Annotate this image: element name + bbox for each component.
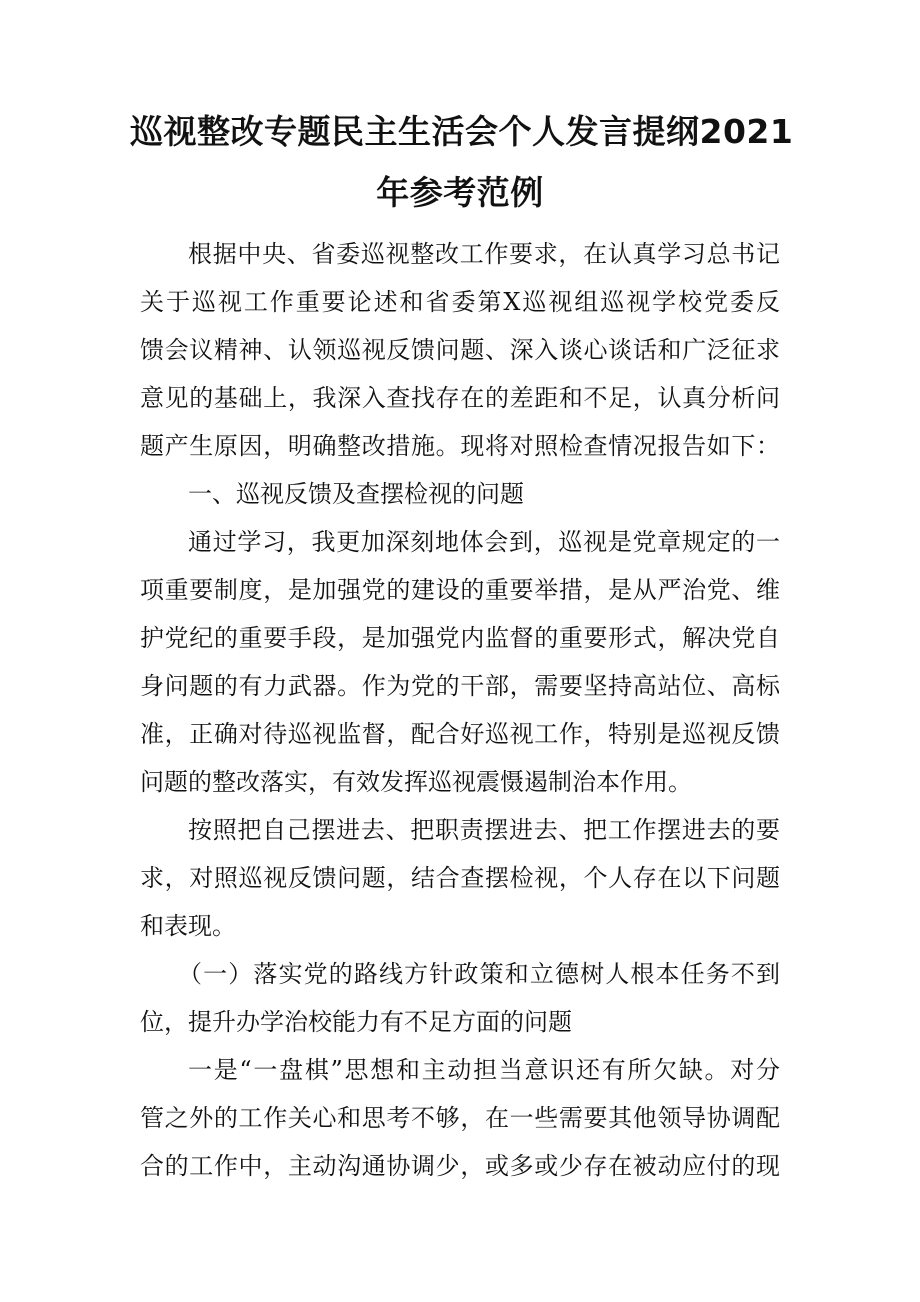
section-heading: 一、巡视反馈及查摆检视的问题 (188, 480, 524, 508)
body-line: 和表现。 (140, 912, 236, 940)
body-line: 关于巡视工作重要论述和省委第X巡视组巡视学校党委反 (140, 288, 780, 316)
body-line: 问题的整改落实，有效发挥巡视震慑遏制治本作用。 (140, 768, 692, 796)
body-line: 意见的基础上，我深入查找存在的差距和不足，认真分析问 (140, 384, 780, 412)
body-line: 一是“一盘棋”思想和主动担当意识还有所欠缺。对分 (188, 1056, 780, 1084)
body-line: 馈会议精神、认领巡视反馈问题、深入谈心谈话和广泛征求 (140, 336, 780, 364)
body-line: 身问题的有力武器。作为党的干部，需要坚持高站位、高标 (140, 672, 780, 700)
body-line: 按照把自己摆进去、把职责摆进去、把工作摆进去的要 (188, 816, 780, 844)
body-line: 准，正确对待巡视监督，配合好巡视工作，特别是巡视反馈 (140, 720, 780, 748)
body-line: 合的工作中，主动沟通协调少，或多或少存在被动应付的现 (140, 1152, 780, 1180)
subsection-heading-cont: 位，提升办学治校能力有不足方面的问题 (140, 1008, 572, 1036)
subsection-heading: （一）落实党的路线方针政策和立德树人根本任务不到 (178, 960, 780, 988)
document-title-line-2: 年参考范例 (376, 173, 544, 212)
body-line: 管之外的工作关心和思考不够，在一些需要其他领导协调配 (140, 1104, 780, 1132)
body-line: 题产生原因，明确整改措施。现将对照检查情况报告如下： (140, 432, 780, 460)
body-line: 求，对照巡视反馈问题，结合查摆检视，个人存在以下问题 (140, 864, 780, 892)
document-title-line-1: 巡视整改专题民主生活会个人发言提纲2021 (130, 112, 794, 151)
body-line: 根据中央、省委巡视整改工作要求，在认真学习总书记 (188, 240, 780, 268)
body-line: 通过学习，我更加深刻地体会到，巡视是党章规定的一 (188, 528, 780, 556)
body-line: 项重要制度，是加强党的建设的重要举措，是从严治党、维 (140, 576, 780, 604)
body-line: 护党纪的重要手段，是加强党内监督的重要形式，解决党自 (140, 624, 780, 652)
